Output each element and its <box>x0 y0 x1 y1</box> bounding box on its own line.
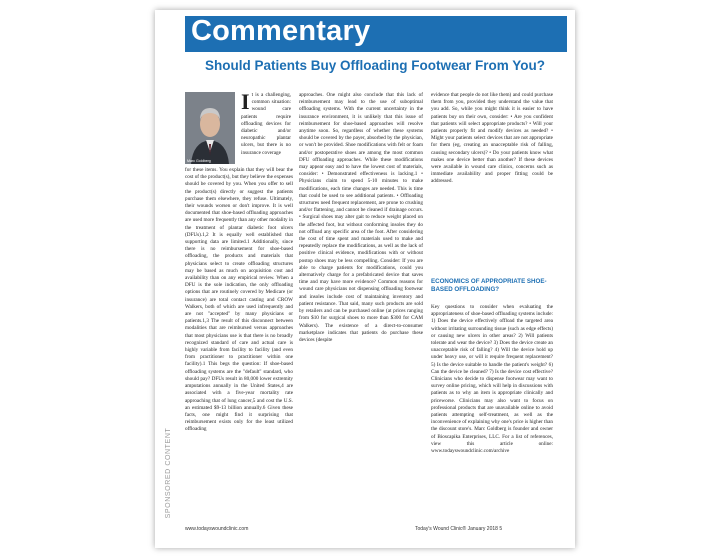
banner-title: Commentary <box>191 15 371 47</box>
article-headline: Should Patients Buy Offloading Footwear From You? <box>204 58 545 73</box>
article-column-2: approaches. One might also conclude that this lack of reimbursement may lead to the use of suboptimal offloading systems. With the current uncertainty in the insurance environment, it is unlikely that this issue of reimbursement for shoe-based approaches will resolve anytime soon. So, regardless of whether these systems should be covered by the payer, absorbed by the physician, or won't be provided. Shoe modifications with felt or foam and/or postoperative shoes are among the most common DFU offloading approaches. While these modifications may appear easy and to have the lowest cost of materials, consider: • Demonstrated effectiveness is lacking.1 • Physicians claim to spend 5-10 minutes to make modifications, each time changes are needed. This is time that could be used to see additional patients. • Offloading structures need frequent replacement, are prone to crushing and/or flattening, and cannot be cleaned if drainage occurs. • Surgical shoes may alter gait to reduce weight placed on the affected foot, but without conforming insoles they do not offload any specific area of the foot. After considering the cost of time spent and materials used to make and repeatedly replace the modifications, as well as the lack of positive clinical evidence, modifications with or without postop shoes may be less compelling. Consider: If you are able to charge patients for modifications, could you alternatively charge for a prefabricated device that saves time and may have more evidence? Common reasons for wound care physicians not dispensing offloading footwear and insoles include cost of maintaining inventory and patient resistance. That said, many such products are sold by retailers and can be purchased online (at prices ranging from $10 for surgical shoes to more than $300 for CAM Walkers). The existence of a direct-to-consumer marketplace indicates that patients do purchase these devices (despite <box>299 92 423 343</box>
commentary-banner <box>185 16 567 52</box>
article-column-3-top: evidence that people do not like them) and could purchase them from you, provided they understand the value that you add. So, while you might think it is easier to have patients buy on their own, consider: • Are you confident that patients will select appropriate products? • Will your patients properly fit and modify devices as needed? • Might your patients select devices that are not appropriate for them (eg, creating an unacceptable risk of falling, causing secondary ulcers)? • Do your patients know what makes one device better than another? If these devices were available in wound care clinics, concerns such as immediate availability and proper fitting could be addressed. <box>431 92 553 185</box>
footer-website: www.todayswoundclinic.com <box>185 526 249 532</box>
photo-caption: Marc Goldberg <box>187 159 211 163</box>
sponsored-content-label: SPONSORED CONTENT <box>165 427 172 519</box>
section-subhead: ECONOMICS OF APPROPRIATE SHOE-BASED OFFLOADING? <box>431 278 547 293</box>
column-1-top-text: t is a challenging, common situation: wound care patients require offloading devices for diabetic and/or neuropathic plantar ulcers, but there is no insurance coverage <box>241 92 291 156</box>
article-column-1: for these items. You explain that they will bear the cost of the product(s), but they believe the expenses should be covered by you. When you offer to sell the product(s) directly or suggest the patients purchase them elsewhere, they refuse. Ultimately, their wounds worsen or don't improve. It is well documented that shoe-based offloading approaches are used more frequently than any other modality in the treatment of plantar diabetic foot ulcers (DFUs).1,2 It is equally well established that supporting data are limited.1 Additionally, since there is no reimbursement for shoe-based offloading, the products and materials that physicians select to create offloading structures may be based as much on acquisition cost and availability than on any empirical review. When a DFU is the sole indication, the only offloading options that are routinely covered by Medicare (or insurance) are total contact casting and CROW Walkers, both of which are used infrequently and are not "accepted" by many physicians or patients.1,3 The result of this disconnect between modalities that are reimbursed versus approaches that most physicians use is that there is no broadly recognized standard of care and actual care is highly variable from facility to facility (and even from practitioner to practitioner within one facility).1 This begs the question: If shoe-based offloading systems are the "default" standard, who should pay? DFUs result in 80,000 lower extremity amputations annually in the United States,4 are associated with a five-year mortality rate approaching that of lung cancer,5 and cost the U.S. an estimated $9-13 billion annually.6 Given these facts, one might find it surprising that reimbursement exists only for the least utilized offloading <box>185 167 293 433</box>
drop-cap: I <box>241 92 250 114</box>
author-portrait-icon <box>185 92 235 164</box>
footer-issue-page: Today's Wound Clinic® January 2018 5 <box>415 526 503 532</box>
article-column-3: Key questions to consider when evaluating the appropriateness of shoe-based offloading systems include: 1) Does the device effectively offload the targeted area without irritating surrounding tissue (such as edge effects) or causing new ulcers in other areas? 2) Will patients tolerate and wear the device? 3) Does the device create an unacceptable risk of falling? 4) Will the device hold up under heavy use, or will it require frequent replacement? 5) Is the device suitable to handle the patient's weight? 6) Can the device be cleaned? 7) Is the device cost effective? Clinicians who decide to dispense footwear may want to survey online pricing, which will help in discussions with patients as to why an item is appropriate clinically and priceworse. Clinicians may also want to focus on professional products that are unavailable online to avoid patients attempting self-treatment, as well as the inconvenience of explaining why one's price is higher than the discount store's. Marc Goldberg is founder and owner of Bioscapika Enterprises, LLC. For a list of references, view this article online: www.todayswoundclinic.com/archive <box>431 304 553 455</box>
magazine-page <box>155 10 575 548</box>
article-column-1-top <box>241 92 291 166</box>
author-photo <box>185 92 235 164</box>
